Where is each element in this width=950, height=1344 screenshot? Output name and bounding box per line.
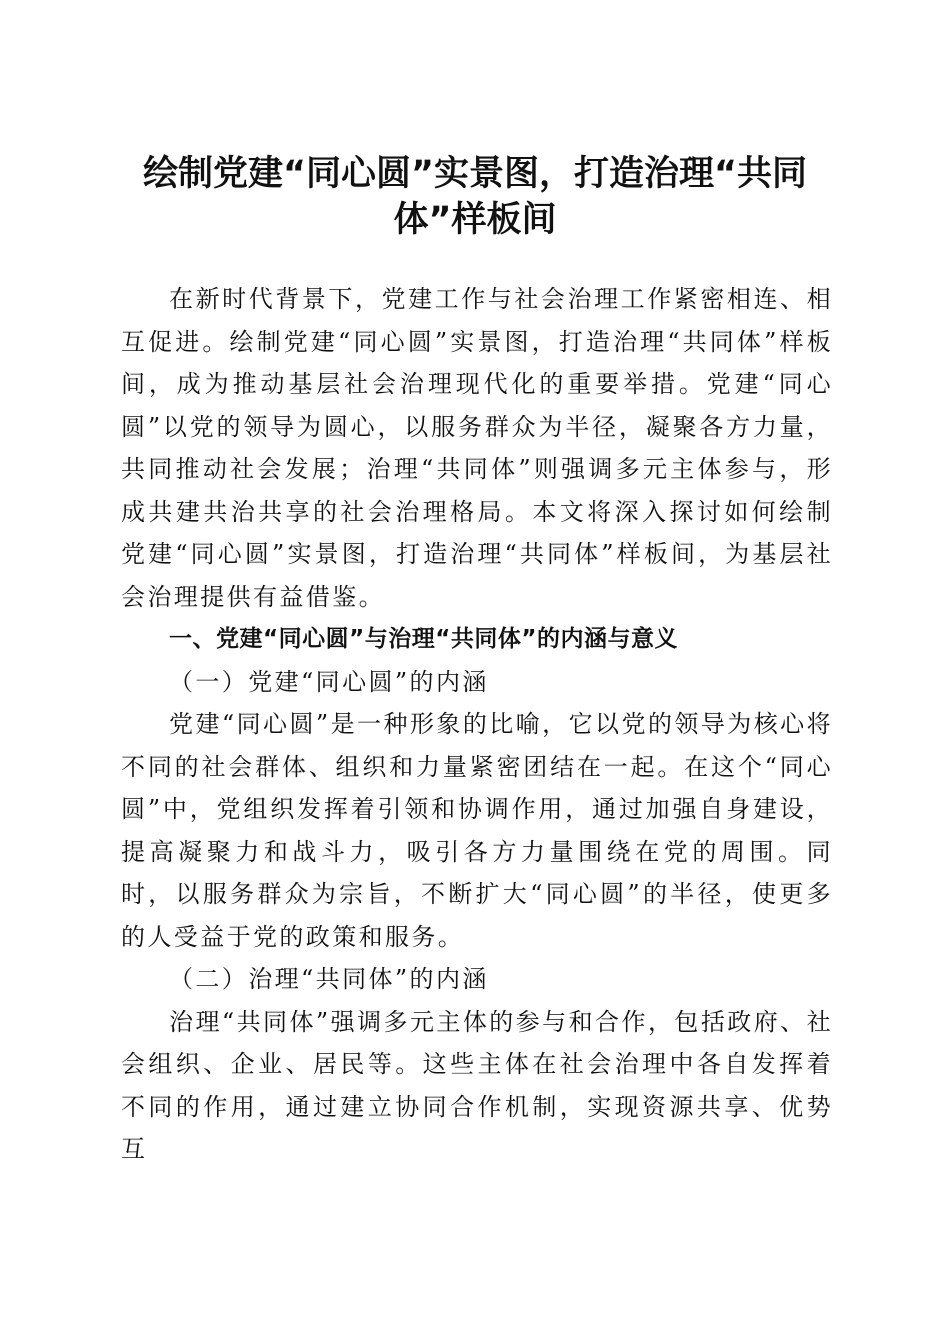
document-title [110, 151, 840, 243]
section-heading-1: 一、党建“同心圆”与治理“共同体”的内涵与意义 [169, 626, 678, 652]
title-line-1: 绘制党建“同心圆”实景图，打造治理“共同 [142, 154, 807, 195]
intro-paragraph: 在新时代背景下，党建工作与社会治理工作紧密相连、相互促进。绘制党建“同心圆”实景图，打造治理“共同体”样板间，成为推动基层社会治理现代化的重要举措。党建“同心圆”以党的领导为圆心，以服务群众为半径，凝聚各方力量，共同推动社会发展；治理“共同体”则强调多元主体参与，形成共建共治共享的社会治理格局。本文将深入探讨如何绘制党建“同心圆”实景图，打造治理“共同体”样板间，为基层社会治理提供有益借鉴。 [121, 285, 833, 611]
title-line-2: 体”样板间 [393, 200, 557, 241]
subsection-heading-1: （一）党建“同心圆”的内涵 [169, 667, 489, 696]
document-body [121, 278, 833, 1171]
subsection-paragraph-2: 治理“共同体”强调多元主体的参与和合作，包括政府、社会组织、企业、居民等。这些主体在社会治理中各自发挥着不同的作用，通过建立协同合作机制，实现资源共享、优势互 [121, 1007, 833, 1163]
subsection-paragraph-1: 党建“同心圆”是一种形象的比喻，它以党的领导为核心将不同的社会群体、组织和力量紧密团结在一起。在这个“同心圆”中，党组织发挥着引领和协调作用，通过加强自身建设，提高凝聚力和战斗力，吸引各方力量围绕在党的周围。同时，以服务群众为宗旨，不断扩大“同心圆”的半径，使更多的人受益于党的政策和服务。 [121, 710, 833, 951]
subsection-heading-2: （二）治理“共同体”的内涵 [169, 965, 489, 993]
